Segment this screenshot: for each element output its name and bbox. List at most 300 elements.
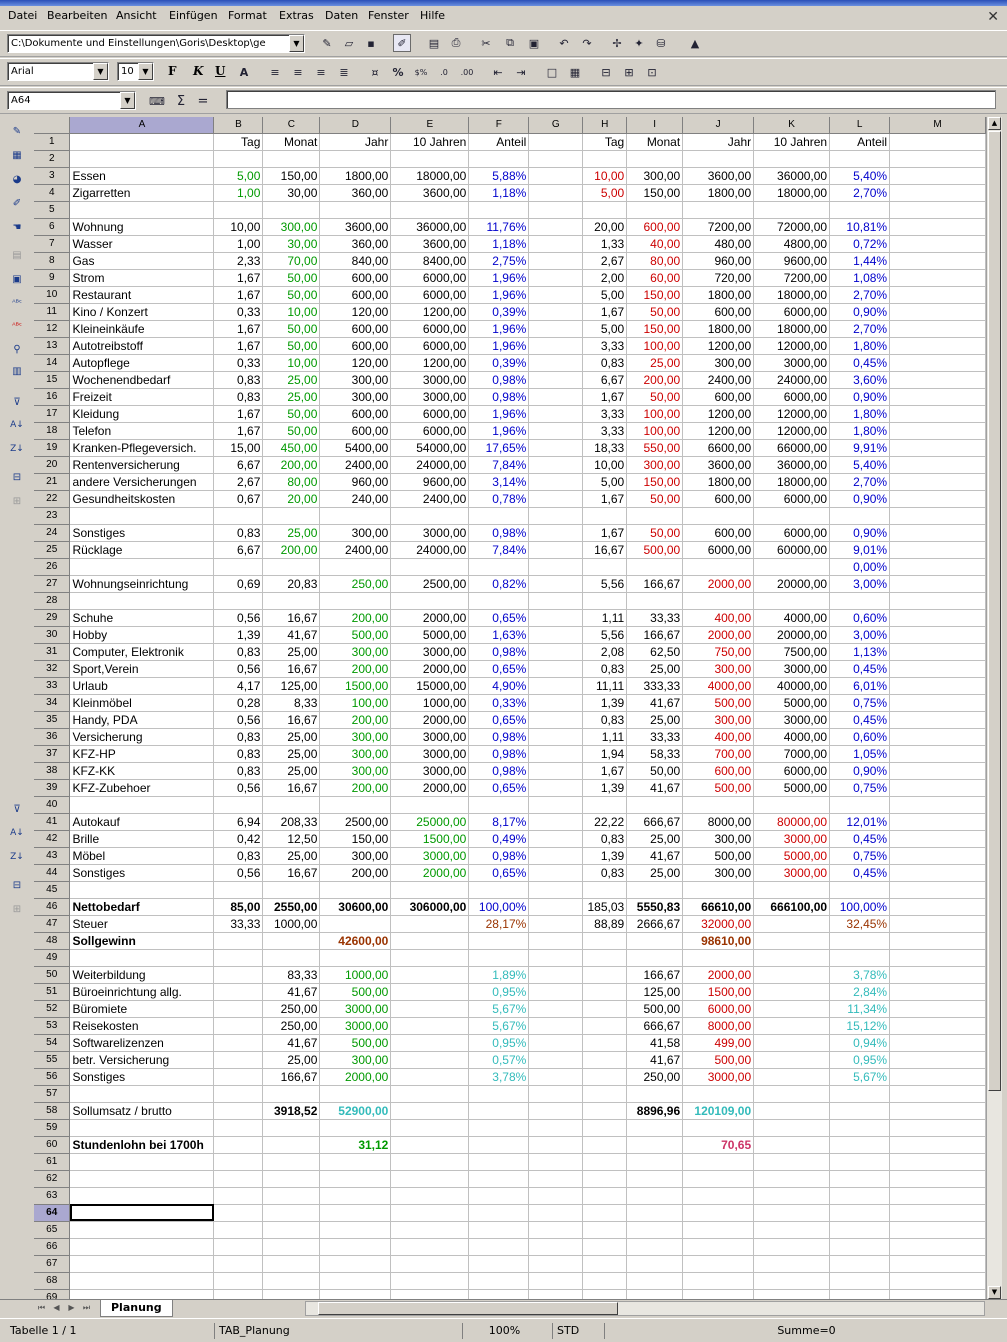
cell-l55[interactable]: 0,95% bbox=[830, 1051, 890, 1068]
cell-c5[interactable] bbox=[263, 201, 320, 218]
cell-k18[interactable]: 12000,00 bbox=[754, 422, 830, 439]
cell-e64[interactable] bbox=[391, 1204, 469, 1221]
cell-a26[interactable] bbox=[70, 558, 214, 575]
cell-f66[interactable] bbox=[469, 1238, 529, 1255]
cell-a45[interactable] bbox=[70, 881, 214, 898]
row-header[interactable]: 3 bbox=[34, 167, 70, 184]
cell-h55[interactable] bbox=[583, 1051, 627, 1068]
cell-k1[interactable]: 10 Jahren bbox=[754, 133, 830, 150]
row-header[interactable]: 50 bbox=[34, 966, 70, 983]
cell-l42[interactable]: 0,45% bbox=[830, 830, 890, 847]
cell-k66[interactable] bbox=[754, 1238, 830, 1255]
cell-a6[interactable]: Wohnung bbox=[70, 218, 214, 235]
cell-i33[interactable]: 333,33 bbox=[627, 677, 683, 694]
cell-l40[interactable] bbox=[830, 796, 890, 813]
cell-b5[interactable] bbox=[214, 201, 263, 218]
cell-j15[interactable]: 2400,00 bbox=[683, 371, 754, 388]
cell-m18[interactable] bbox=[890, 422, 986, 439]
cell-g63[interactable] bbox=[529, 1187, 583, 1204]
cell-l27[interactable]: 3,00% bbox=[830, 575, 890, 592]
cell-b17[interactable]: 1,67 bbox=[214, 405, 263, 422]
cell-c11[interactable]: 10,00 bbox=[263, 303, 320, 320]
cell-e41[interactable]: 25000,00 bbox=[391, 813, 469, 830]
cell-b59[interactable] bbox=[214, 1119, 263, 1136]
cell-a49[interactable] bbox=[70, 949, 214, 966]
prev-sheet-icon[interactable]: ◀ bbox=[53, 1303, 60, 1312]
cell-m51[interactable] bbox=[890, 983, 986, 1000]
cell-i6[interactable]: 600,00 bbox=[627, 218, 683, 235]
cell-e37[interactable]: 3000,00 bbox=[391, 745, 469, 762]
cell-b47[interactable]: 33,33 bbox=[214, 915, 263, 932]
cell-h33[interactable]: 11,11 bbox=[583, 677, 627, 694]
cell-e4[interactable]: 3600,00 bbox=[391, 184, 469, 201]
cell-k34[interactable]: 5000,00 bbox=[754, 694, 830, 711]
cell-i51[interactable]: 125,00 bbox=[627, 983, 683, 1000]
cell-h65[interactable] bbox=[583, 1221, 627, 1238]
cell-b19[interactable]: 15,00 bbox=[214, 439, 263, 456]
cell-h12[interactable]: 5,00 bbox=[583, 320, 627, 337]
cell-d52[interactable]: 3000,00 bbox=[320, 1000, 391, 1017]
cell-i42[interactable]: 25,00 bbox=[627, 830, 683, 847]
cell-b34[interactable]: 0,28 bbox=[214, 694, 263, 711]
cell-f35[interactable]: 0,65% bbox=[469, 711, 529, 728]
cell-m44[interactable] bbox=[890, 864, 986, 881]
cell-j10[interactable]: 1800,00 bbox=[683, 286, 754, 303]
cell-b38[interactable]: 0,83 bbox=[214, 762, 263, 779]
datasource-icon[interactable]: ⛁ bbox=[656, 36, 666, 50]
cell-d51[interactable]: 500,00 bbox=[320, 983, 391, 1000]
cell-e50[interactable] bbox=[391, 966, 469, 983]
cell-i44[interactable]: 25,00 bbox=[627, 864, 683, 881]
cell-i5[interactable] bbox=[627, 201, 683, 218]
cell-c18[interactable]: 50,00 bbox=[263, 422, 320, 439]
cell-a30[interactable]: Hobby bbox=[70, 626, 214, 643]
cell-f47[interactable]: 28,17% bbox=[469, 915, 529, 932]
cell-b11[interactable]: 0,33 bbox=[214, 303, 263, 320]
cell-d66[interactable] bbox=[320, 1238, 391, 1255]
scroll-up-icon[interactable]: ▲ bbox=[988, 117, 1001, 130]
column-header-c[interactable]: C bbox=[263, 117, 320, 133]
cell-j38[interactable]: 600,00 bbox=[683, 762, 754, 779]
cell-c29[interactable]: 16,67 bbox=[263, 609, 320, 626]
cell-a16[interactable]: Freizeit bbox=[70, 388, 214, 405]
cell-c32[interactable]: 16,67 bbox=[263, 660, 320, 677]
cell-f60[interactable] bbox=[469, 1136, 529, 1153]
cell-l30[interactable]: 3,00% bbox=[830, 626, 890, 643]
cell-m4[interactable] bbox=[890, 184, 986, 201]
cell-d32[interactable]: 200,00 bbox=[320, 660, 391, 677]
cell-b26[interactable] bbox=[214, 558, 263, 575]
row-header[interactable]: 62 bbox=[34, 1170, 70, 1187]
cell-m7[interactable] bbox=[890, 235, 986, 252]
cell-g31[interactable] bbox=[529, 643, 583, 660]
cell-c28[interactable] bbox=[263, 592, 320, 609]
cell-b7[interactable]: 1,00 bbox=[214, 235, 263, 252]
cell-a22[interactable]: Gesundheitskosten bbox=[70, 490, 214, 507]
cell-g69[interactable] bbox=[529, 1289, 583, 1299]
cell-g53[interactable] bbox=[529, 1017, 583, 1034]
cell-b23[interactable] bbox=[214, 507, 263, 524]
cell-f21[interactable]: 3,14% bbox=[469, 473, 529, 490]
cell-m52[interactable] bbox=[890, 1000, 986, 1017]
cell-b24[interactable]: 0,83 bbox=[214, 524, 263, 541]
cell-l52[interactable]: 11,34% bbox=[830, 1000, 890, 1017]
cell-a11[interactable]: Kino / Konzert bbox=[70, 303, 214, 320]
cell-g40[interactable] bbox=[529, 796, 583, 813]
cell-h8[interactable]: 2,67 bbox=[583, 252, 627, 269]
cell-g19[interactable] bbox=[529, 439, 583, 456]
cell-b8[interactable]: 2,33 bbox=[214, 252, 263, 269]
cell-h7[interactable]: 1,33 bbox=[583, 235, 627, 252]
cell-l60[interactable] bbox=[830, 1136, 890, 1153]
cell-j20[interactable]: 3600,00 bbox=[683, 456, 754, 473]
cell-i25[interactable]: 500,00 bbox=[627, 541, 683, 558]
cell-m42[interactable] bbox=[890, 830, 986, 847]
cell-f37[interactable]: 0,98% bbox=[469, 745, 529, 762]
cell-j22[interactable]: 600,00 bbox=[683, 490, 754, 507]
row-header[interactable]: 10 bbox=[34, 286, 70, 303]
cell-h60[interactable] bbox=[583, 1136, 627, 1153]
cell-a24[interactable]: Sonstiges bbox=[70, 524, 214, 541]
cell-d67[interactable] bbox=[320, 1255, 391, 1272]
cell-e47[interactable] bbox=[391, 915, 469, 932]
cell-l54[interactable]: 0,94% bbox=[830, 1034, 890, 1051]
cell-b50[interactable] bbox=[214, 966, 263, 983]
cell-l14[interactable]: 0,45% bbox=[830, 354, 890, 371]
cell-h44[interactable]: 0,83 bbox=[583, 864, 627, 881]
cell-m5[interactable] bbox=[890, 201, 986, 218]
cell-l3[interactable]: 5,40% bbox=[830, 167, 890, 184]
cell-a63[interactable] bbox=[70, 1187, 214, 1204]
cell-k51[interactable] bbox=[754, 983, 830, 1000]
image-icon[interactable]: ▲ bbox=[690, 36, 700, 50]
cell-i63[interactable] bbox=[627, 1187, 683, 1204]
cell-e55[interactable] bbox=[391, 1051, 469, 1068]
cell-f10[interactable]: 1,96% bbox=[469, 286, 529, 303]
cell-k64[interactable] bbox=[754, 1204, 830, 1221]
column-header-j[interactable]: J bbox=[683, 117, 754, 133]
cell-e9[interactable]: 6000,00 bbox=[391, 269, 469, 286]
cell-b28[interactable] bbox=[214, 592, 263, 609]
cell-b44[interactable]: 0,56 bbox=[214, 864, 263, 881]
cell-f1[interactable]: Anteil bbox=[469, 133, 529, 150]
align-bottom-icon[interactable]: ⊡ bbox=[647, 65, 657, 79]
cell-k5[interactable] bbox=[754, 201, 830, 218]
cell-f25[interactable]: 7,84% bbox=[469, 541, 529, 558]
ungroup-icon[interactable]: ⊞ bbox=[12, 495, 22, 507]
cut-icon[interactable]: ✂ bbox=[481, 36, 491, 50]
cell-c47[interactable]: 1000,00 bbox=[263, 915, 320, 932]
cell-c50[interactable]: 83,33 bbox=[263, 966, 320, 983]
cell-j12[interactable]: 1800,00 bbox=[683, 320, 754, 337]
cell-g27[interactable] bbox=[529, 575, 583, 592]
cell-k3[interactable]: 36000,00 bbox=[754, 167, 830, 184]
cell-a41[interactable]: Autokauf bbox=[70, 813, 214, 830]
cell-i52[interactable]: 500,00 bbox=[627, 1000, 683, 1017]
row-header[interactable]: 52 bbox=[34, 1000, 70, 1017]
redo-icon[interactable]: ↷ bbox=[582, 36, 592, 50]
cell-d28[interactable] bbox=[320, 592, 391, 609]
cell-d22[interactable]: 240,00 bbox=[320, 490, 391, 507]
cell-f11[interactable]: 0,39% bbox=[469, 303, 529, 320]
column-header-l[interactable]: L bbox=[830, 117, 890, 133]
cell-k65[interactable] bbox=[754, 1221, 830, 1238]
cell-c43[interactable]: 25,00 bbox=[263, 847, 320, 864]
cell-a8[interactable]: Gas bbox=[70, 252, 214, 269]
cell-i8[interactable]: 80,00 bbox=[627, 252, 683, 269]
row-header[interactable]: 13 bbox=[34, 337, 70, 354]
cell-h32[interactable]: 0,83 bbox=[583, 660, 627, 677]
cell-e3[interactable]: 18000,00 bbox=[391, 167, 469, 184]
cell-d15[interactable]: 300,00 bbox=[320, 371, 391, 388]
cell-k15[interactable]: 24000,00 bbox=[754, 371, 830, 388]
cell-j67[interactable] bbox=[683, 1255, 754, 1272]
cell-h50[interactable] bbox=[583, 966, 627, 983]
cell-l16[interactable]: 0,90% bbox=[830, 388, 890, 405]
cell-k9[interactable]: 7200,00 bbox=[754, 269, 830, 286]
cell-h56[interactable] bbox=[583, 1068, 627, 1085]
cell-e42[interactable]: 1500,00 bbox=[391, 830, 469, 847]
cell-a69[interactable] bbox=[70, 1289, 214, 1299]
cell-j16[interactable]: 600,00 bbox=[683, 388, 754, 405]
cell-i60[interactable] bbox=[627, 1136, 683, 1153]
cell-m65[interactable] bbox=[890, 1221, 986, 1238]
cell-l46[interactable]: 100,00% bbox=[830, 898, 890, 915]
cell-j42[interactable]: 300,00 bbox=[683, 830, 754, 847]
cell-m64[interactable] bbox=[890, 1204, 986, 1221]
cell-b61[interactable] bbox=[214, 1153, 263, 1170]
cell-c17[interactable]: 50,00 bbox=[263, 405, 320, 422]
cell-j52[interactable]: 6000,00 bbox=[683, 1000, 754, 1017]
cell-i39[interactable]: 41,67 bbox=[627, 779, 683, 796]
menu-datei[interactable]: Datei bbox=[8, 9, 38, 22]
increase-indent-icon[interactable]: ⇥ bbox=[516, 65, 526, 79]
cell-h66[interactable] bbox=[583, 1238, 627, 1255]
cell-j37[interactable]: 700,00 bbox=[683, 745, 754, 762]
cell-b45[interactable] bbox=[214, 881, 263, 898]
row-header[interactable]: 26 bbox=[34, 558, 70, 575]
cell-h20[interactable]: 10,00 bbox=[583, 456, 627, 473]
close-icon[interactable]: ✕ bbox=[987, 9, 999, 25]
cell-e19[interactable]: 54000,00 bbox=[391, 439, 469, 456]
cell-b42[interactable]: 0,42 bbox=[214, 830, 263, 847]
cell-g32[interactable] bbox=[529, 660, 583, 677]
cell-a17[interactable]: Kleidung bbox=[70, 405, 214, 422]
cell-l56[interactable]: 5,67% bbox=[830, 1068, 890, 1085]
cell-f33[interactable]: 4,90% bbox=[469, 677, 529, 694]
row-header[interactable]: 15 bbox=[34, 371, 70, 388]
cell-m56[interactable] bbox=[890, 1068, 986, 1085]
cell-h25[interactable]: 16,67 bbox=[583, 541, 627, 558]
cell-k54[interactable] bbox=[754, 1034, 830, 1051]
cell-c65[interactable] bbox=[263, 1221, 320, 1238]
cell-e57[interactable] bbox=[391, 1085, 469, 1102]
cell-k39[interactable]: 5000,00 bbox=[754, 779, 830, 796]
cell-l36[interactable]: 0,60% bbox=[830, 728, 890, 745]
cell-e21[interactable]: 9600,00 bbox=[391, 473, 469, 490]
cell-g24[interactable] bbox=[529, 524, 583, 541]
cell-h30[interactable]: 5,56 bbox=[583, 626, 627, 643]
percent-icon[interactable]: % bbox=[392, 65, 404, 79]
cell-k56[interactable] bbox=[754, 1068, 830, 1085]
cell-i17[interactable]: 100,00 bbox=[627, 405, 683, 422]
cell-i65[interactable] bbox=[627, 1221, 683, 1238]
row-header[interactable]: 24 bbox=[34, 524, 70, 541]
cell-c14[interactable]: 10,00 bbox=[263, 354, 320, 371]
sort-descending-icon[interactable]: Z↓ bbox=[10, 444, 24, 454]
row-header[interactable]: 59 bbox=[34, 1119, 70, 1136]
cell-m24[interactable] bbox=[890, 524, 986, 541]
cell-e20[interactable]: 24000,00 bbox=[391, 456, 469, 473]
cell-h52[interactable] bbox=[583, 1000, 627, 1017]
row-header[interactable]: 38 bbox=[34, 762, 70, 779]
cell-e28[interactable] bbox=[391, 592, 469, 609]
cell-m29[interactable] bbox=[890, 609, 986, 626]
function-wizard-icon[interactable]: ⌨ bbox=[149, 94, 165, 108]
cell-k52[interactable] bbox=[754, 1000, 830, 1017]
cell-a56[interactable]: Sonstiges bbox=[70, 1068, 214, 1085]
cell-l20[interactable]: 5,40% bbox=[830, 456, 890, 473]
cell-c40[interactable] bbox=[263, 796, 320, 813]
cell-c26[interactable] bbox=[263, 558, 320, 575]
cell-g42[interactable] bbox=[529, 830, 583, 847]
cell-d11[interactable]: 120,00 bbox=[320, 303, 391, 320]
cell-i2[interactable] bbox=[627, 150, 683, 167]
column-header-h[interactable]: H bbox=[583, 117, 627, 133]
cell-a21[interactable]: andere Versicherungen bbox=[70, 473, 214, 490]
cell-f64[interactable] bbox=[469, 1204, 529, 1221]
cell-h53[interactable] bbox=[583, 1017, 627, 1034]
cell-d57[interactable] bbox=[320, 1085, 391, 1102]
cell-b66[interactable] bbox=[214, 1238, 263, 1255]
cell-c61[interactable] bbox=[263, 1153, 320, 1170]
cell-a20[interactable]: Rentenversicherung bbox=[70, 456, 214, 473]
cell-l18[interactable]: 1,80% bbox=[830, 422, 890, 439]
cell-m57[interactable] bbox=[890, 1085, 986, 1102]
cell-d21[interactable]: 960,00 bbox=[320, 473, 391, 490]
add-decimal-icon[interactable]: .0 bbox=[440, 67, 448, 77]
cell-m60[interactable] bbox=[890, 1136, 986, 1153]
cell-h35[interactable]: 0,83 bbox=[583, 711, 627, 728]
cell-g68[interactable] bbox=[529, 1272, 583, 1289]
row-header[interactable]: 30 bbox=[34, 626, 70, 643]
cell-c36[interactable]: 25,00 bbox=[263, 728, 320, 745]
cell-d55[interactable]: 300,00 bbox=[320, 1051, 391, 1068]
cell-d6[interactable]: 3600,00 bbox=[320, 218, 391, 235]
cell-m27[interactable] bbox=[890, 575, 986, 592]
chevron-down-icon[interactable]: ▼ bbox=[138, 63, 153, 80]
cell-l33[interactable]: 6,01% bbox=[830, 677, 890, 694]
cell-e54[interactable] bbox=[391, 1034, 469, 1051]
cell-g38[interactable] bbox=[529, 762, 583, 779]
cell-h15[interactable]: 6,67 bbox=[583, 371, 627, 388]
row-header[interactable]: 58 bbox=[34, 1102, 70, 1119]
cell-m37[interactable] bbox=[890, 745, 986, 762]
cell-c62[interactable] bbox=[263, 1170, 320, 1187]
cell-h24[interactable]: 1,67 bbox=[583, 524, 627, 541]
object-icon[interactable]: ▣ bbox=[12, 273, 22, 285]
cell-e15[interactable]: 3000,00 bbox=[391, 371, 469, 388]
cell-m35[interactable] bbox=[890, 711, 986, 728]
cell-j4[interactable]: 1800,00 bbox=[683, 184, 754, 201]
cell-l64[interactable] bbox=[830, 1204, 890, 1221]
cell-h38[interactable]: 1,67 bbox=[583, 762, 627, 779]
cell-l58[interactable] bbox=[830, 1102, 890, 1119]
cell-i38[interactable]: 50,00 bbox=[627, 762, 683, 779]
cell-d39[interactable]: 200,00 bbox=[320, 779, 391, 796]
cell-b12[interactable]: 1,67 bbox=[214, 320, 263, 337]
cell-l21[interactable]: 2,70% bbox=[830, 473, 890, 490]
cell-a2[interactable] bbox=[70, 150, 214, 167]
cell-d26[interactable] bbox=[320, 558, 391, 575]
cell-a54[interactable]: Softwarelizenzen bbox=[70, 1034, 214, 1051]
cell-f58[interactable] bbox=[469, 1102, 529, 1119]
cell-g20[interactable] bbox=[529, 456, 583, 473]
cell-f57[interactable] bbox=[469, 1085, 529, 1102]
cell-k24[interactable]: 6000,00 bbox=[754, 524, 830, 541]
cell-f12[interactable]: 1,96% bbox=[469, 320, 529, 337]
cell-l69[interactable] bbox=[830, 1289, 890, 1299]
cell-f55[interactable]: 0,57% bbox=[469, 1051, 529, 1068]
cell-g52[interactable] bbox=[529, 1000, 583, 1017]
cell-c15[interactable]: 25,00 bbox=[263, 371, 320, 388]
cell-j35[interactable]: 300,00 bbox=[683, 711, 754, 728]
cell-i55[interactable]: 41,67 bbox=[627, 1051, 683, 1068]
cell-j29[interactable]: 400,00 bbox=[683, 609, 754, 626]
cell-a4[interactable]: Zigarretten bbox=[70, 184, 214, 201]
cell-i46[interactable]: 5550,83 bbox=[627, 898, 683, 915]
cell-k58[interactable] bbox=[754, 1102, 830, 1119]
cell-m15[interactable] bbox=[890, 371, 986, 388]
decrease-indent-icon[interactable]: ⇤ bbox=[493, 65, 503, 79]
cell-j40[interactable] bbox=[683, 796, 754, 813]
cell-g57[interactable] bbox=[529, 1085, 583, 1102]
cell-k45[interactable] bbox=[754, 881, 830, 898]
cell-l22[interactable]: 0,90% bbox=[830, 490, 890, 507]
cell-c9[interactable]: 50,00 bbox=[263, 269, 320, 286]
first-sheet-icon[interactable]: ⏮ bbox=[37, 1303, 46, 1312]
cell-b30[interactable]: 1,39 bbox=[214, 626, 263, 643]
cell-l35[interactable]: 0,45% bbox=[830, 711, 890, 728]
cell-b35[interactable]: 0,56 bbox=[214, 711, 263, 728]
cell-l9[interactable]: 1,08% bbox=[830, 269, 890, 286]
menu-format[interactable]: Format bbox=[228, 9, 267, 22]
cell-m3[interactable] bbox=[890, 167, 986, 184]
cell-k7[interactable]: 4800,00 bbox=[754, 235, 830, 252]
cell-m45[interactable] bbox=[890, 881, 986, 898]
cell-b53[interactable] bbox=[214, 1017, 263, 1034]
cell-i62[interactable] bbox=[627, 1170, 683, 1187]
cell-h49[interactable] bbox=[583, 949, 627, 966]
cell-c56[interactable]: 166,67 bbox=[263, 1068, 320, 1085]
cell-k35[interactable]: 3000,00 bbox=[754, 711, 830, 728]
cell-i54[interactable]: 41,58 bbox=[627, 1034, 683, 1051]
cell-j68[interactable] bbox=[683, 1272, 754, 1289]
row-header[interactable]: 34 bbox=[34, 694, 70, 711]
cell-d50[interactable]: 1000,00 bbox=[320, 966, 391, 983]
cell-l47[interactable]: 32,45% bbox=[830, 915, 890, 932]
cell-a50[interactable]: Weiterbildung bbox=[70, 966, 214, 983]
cell-b13[interactable]: 1,67 bbox=[214, 337, 263, 354]
cell-m32[interactable] bbox=[890, 660, 986, 677]
cell-i37[interactable]: 58,33 bbox=[627, 745, 683, 762]
cell-f2[interactable] bbox=[469, 150, 529, 167]
cell-j62[interactable] bbox=[683, 1170, 754, 1187]
cell-l24[interactable]: 0,90% bbox=[830, 524, 890, 541]
cell-d49[interactable] bbox=[320, 949, 391, 966]
cell-g54[interactable] bbox=[529, 1034, 583, 1051]
cell-j49[interactable] bbox=[683, 949, 754, 966]
